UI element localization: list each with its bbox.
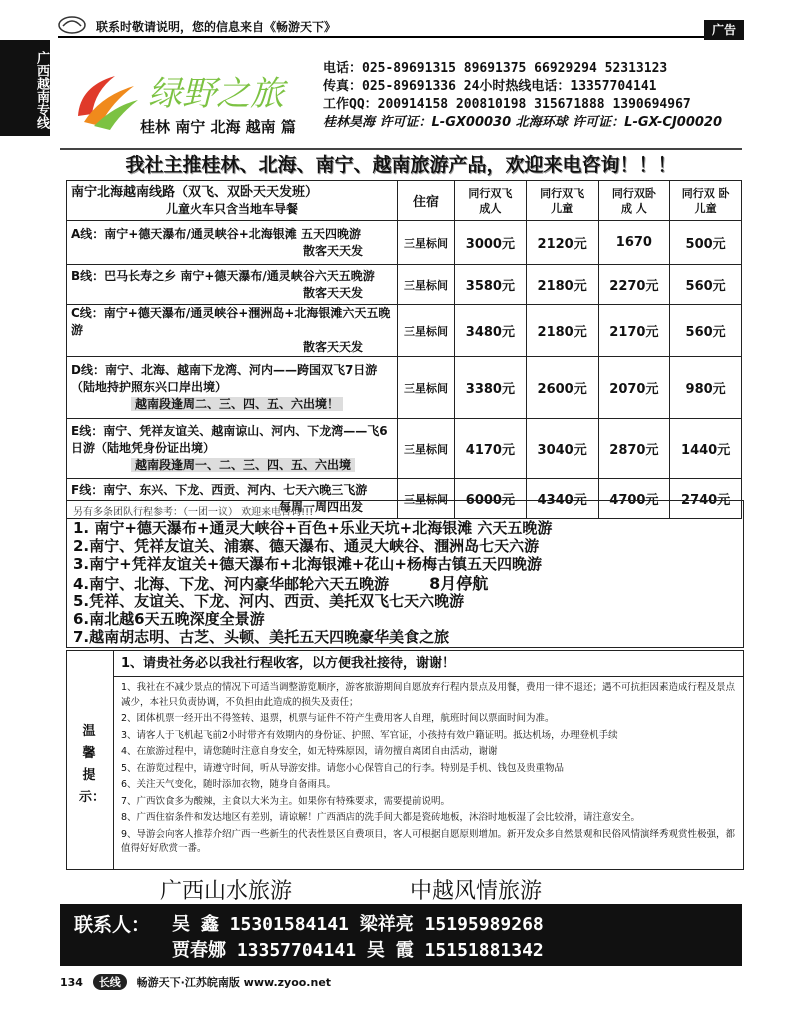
page-number: 134 — [60, 976, 83, 989]
price-cell: 1670 — [598, 221, 670, 265]
contact-info — [323, 60, 743, 132]
list-item: 4、在旅游过程中，请您随时注意自身安全，如无特殊原因，请勿擅自离团自由活动，谢谢 — [121, 746, 498, 757]
price-cell: 500元 — [670, 221, 742, 265]
ad-tag: 广告 — [704, 20, 744, 40]
tips-label: 温馨提示： — [79, 724, 106, 805]
brand-name: 绿野之旅 — [148, 74, 284, 114]
price-cell: 2120元 — [526, 221, 598, 265]
fax-line: 传真：025-89691336 24小时热线电话：13357704141 — [323, 79, 657, 94]
list-item: 1. 南宁+德天瀑布+通灵大峡谷+百色+乐业天坑+北海银滩 六天五晚游 — [73, 519, 553, 537]
list-item: 1、我社在不减少景点的情况下可适当调整游览顺序，游客旅游期间自愿放弃行程内景点及用餐，费用一律不退还；遇不可抗拒因素造成行程及景点减少，本社只负责协调，不负担由此造成的损失及责任； — [121, 682, 736, 708]
price-cell: 2270元 — [598, 265, 670, 305]
price-cell: 3380元 — [455, 357, 527, 419]
list-item: 5、在游览过程中，请遵守时间，听从导游安排。请您小心保管自己的行李。特别是手机、钱包及贵重物品 — [121, 762, 565, 774]
tips-list — [121, 681, 737, 859]
price-cell: 980元 — [670, 357, 742, 419]
list-item: 2、团体机票一经开出不得签转、退票，机票与证件不符产生费用客人自理，航班时间以票面时间为准。 — [121, 713, 555, 724]
header-separator — [60, 148, 742, 150]
section-side-tab: 广西越南专线 — [0, 40, 50, 136]
route-text: A线：南宁+德天瀑布/通灵峡谷+北海银滩 五天四晚游 — [71, 226, 361, 241]
slogans — [60, 872, 742, 902]
brand-block — [70, 62, 315, 148]
list-item: 7.越南胡志明、古芝、头顿、美托五天四晚豪华美食之旅 — [73, 628, 450, 646]
price-cell: 3040元 — [526, 419, 598, 479]
price-cell: 6000元 — [455, 479, 527, 519]
route-note: 散客天天发 — [302, 340, 363, 354]
price-cell: 4170元 — [455, 419, 527, 479]
table-title-cell — [67, 181, 398, 221]
route-text: F线：南宁、东兴、下龙、西贡、河内、七天六晚三飞游 — [71, 482, 368, 497]
price-cell: 3580元 — [455, 265, 527, 305]
list-item: 4.南宁、北海、下龙、河内豪华邮轮六天五晚游 8月停航 — [73, 574, 489, 593]
price-cell: 3000元 — [455, 221, 527, 265]
hotel-cell: 三星标间 — [398, 479, 455, 519]
route-note: 散客天天发 — [302, 285, 363, 300]
price-cell: 4700元 — [598, 479, 670, 519]
col-sleeper-adult: 同行双卧 成 人 — [598, 181, 670, 221]
price-cell: 2170元 — [598, 305, 670, 357]
list-item: 9、导游会向客人推荐介绍广西一些新生的代表性景区自费项目，客人可根据自愿原则增加。新开发众多自然景观和民俗风情演绎秀观赏性极强，都值得好好欣赏一番。 — [121, 828, 736, 854]
promo-banner: 我社主推桂林、北海、南宁、越南旅游产品，欢迎来电咨询！！！ — [125, 154, 677, 176]
table-row — [67, 357, 742, 419]
col-flight-child: 同行双飞 儿童 — [526, 181, 598, 221]
brand-cities: 桂林 南宁 北海 越南 篇 — [140, 118, 296, 136]
magazine-logo-icon — [58, 14, 86, 36]
route-text: E线：南宁、凭祥友谊关、越南谅山、河内、下龙湾——飞6日游（陆地凭身份证出境） — [71, 424, 388, 455]
table-row — [67, 419, 742, 479]
list-item: 3.南宁+凭祥友谊关+德天瀑布+北海银滩+花山+杨梅古镇五天四晚游 — [73, 555, 542, 573]
price-table — [66, 180, 742, 519]
price-cell: 2180元 — [526, 305, 598, 357]
list-item: 8、广西住宿条件和发达地区有差别，请谅解！广西酒店的洗手间大都是瓷砖地板，沐浴时地板湿了会比较滑，请注意安全。 — [121, 812, 641, 823]
header-rule — [58, 36, 738, 38]
list-item: 6.南北越6天五晚深度全景游 — [73, 610, 265, 628]
route-note: 越南段逢周一、二、三、四、五、六出境 — [131, 458, 355, 472]
price-cell: 2180元 — [526, 265, 598, 305]
table-row — [67, 265, 742, 305]
route-text: D线：南宁、北海、越南下龙湾、河内——跨国双飞7日游（陆地持护照东兴口岸出境） — [71, 363, 378, 394]
table-row — [67, 221, 742, 265]
hotel-cell: 三星标间 — [398, 305, 455, 357]
license-line: 桂林昊海 许可证：L-GX00030 北海环球 许可证：L-GX-CJ00020 — [323, 115, 723, 130]
price-cell: 2870元 — [598, 419, 670, 479]
suspended-notice: 8月停航 — [429, 574, 489, 593]
contacts-label: 联系人： — [74, 914, 151, 936]
list-item: 2.南宁、凭祥友谊关、浦寨、德天瀑布、通灵大峡谷、涠洲岛七天六游 — [73, 537, 540, 555]
source-notice: 联系时敬请说明，您的信息来自《畅游天下》 — [96, 20, 337, 34]
contact-row: 吴 鑫 15301584141 梁祥亮 15195989268 — [172, 914, 544, 935]
price-cell: 2600元 — [526, 357, 598, 419]
price-cell: 2070元 — [598, 357, 670, 419]
col-flight-adult: 同行双飞 成人 — [455, 181, 527, 221]
price-cell: 560元 — [670, 305, 742, 357]
list-item: 5.凭祥、友谊关、下龙、河内、西贡、美托双飞七天六晚游 — [73, 592, 465, 610]
route-note: 越南段逢周二、三、四、五、六出境！ — [131, 397, 343, 411]
tips-label-column — [67, 651, 114, 869]
list-item: 6、关注天气变化，随时添加衣物，随身自备雨具。 — [121, 779, 337, 790]
magazine-credit: 畅游天下·江苏皖南版 www.zyoo.net — [136, 976, 332, 989]
list-item: 3、请客人于飞机起飞前2小时带齐有效期内的身份证、护照、军官证，小孩持有效户籍证明。抵达机场，办理登机手续 — [121, 729, 618, 741]
list-item: 7、广西饮食多为酸辣，主食以大米为主。如果你有特殊要求，需要提前说明。 — [121, 795, 451, 807]
route-text: B线：巴马长寿之乡 南宁+德天瀑布/通灵峡谷六天五晚游 — [71, 268, 375, 283]
hotel-cell: 三星标间 — [398, 419, 455, 479]
top-bar — [0, 0, 800, 40]
col-sleeper-child: 同行双 卧 儿童 — [670, 181, 742, 221]
qq-line: 工作QQ：200914158 200810198 315671888 1390694967 — [323, 97, 691, 112]
slogan-left: 广西山水旅游 — [160, 879, 293, 904]
contact-row: 贾春娜 13357704141 吴 霞 15151881342 — [172, 940, 544, 961]
price-cell: 560元 — [670, 265, 742, 305]
page-footer — [60, 974, 742, 994]
more-routes-box — [66, 500, 744, 648]
price-cell: 2740元 — [670, 479, 742, 519]
more-routes-intro: 另有多条团队行程参考：（一团一议） 欢迎来电咨询!!! — [73, 507, 314, 518]
phone-line: 电话：025-89691315 89691375 66929294 52313123 — [323, 61, 668, 76]
col-hotel: 住宿 — [398, 181, 455, 221]
hotel-cell: 三星标间 — [398, 221, 455, 265]
table-title: 南宁北海越南线路（双飞、双卧天天发班） — [71, 184, 319, 200]
swirl-logo-icon — [70, 66, 140, 136]
route-text: C线：南宁+德天瀑布/通灵峡谷+涠洲岛+北海银滩六天五晚游 — [71, 306, 391, 337]
table-header-row — [67, 181, 742, 221]
section-pill: 长线 — [93, 974, 127, 990]
tips-first-line: 1、请贵社务必以我社行程收客，以方便我社接待，谢谢！ — [113, 651, 743, 677]
price-cell: 4340元 — [526, 479, 598, 519]
price-cell: 3480元 — [455, 305, 527, 357]
route-note: 散客天天发 — [302, 243, 363, 258]
hotel-cell: 三星标间 — [398, 357, 455, 419]
table-subtitle: 儿童火车只含当地车导餐 — [165, 201, 298, 216]
table-row — [67, 305, 742, 357]
tips-box — [66, 650, 744, 870]
price-cell: 1440元 — [670, 419, 742, 479]
slogan-right: 中越风情旅游 — [410, 879, 543, 904]
route-note: 每周一周四出发 — [278, 499, 363, 514]
contact-people — [60, 904, 742, 966]
hotel-cell: 三星标间 — [398, 265, 455, 305]
